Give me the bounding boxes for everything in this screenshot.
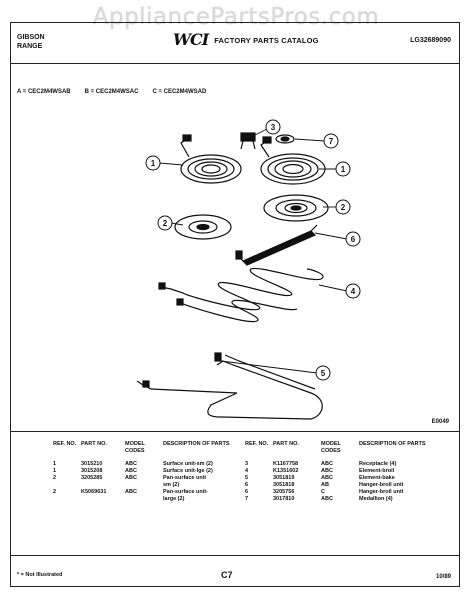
- table-row: [51, 496, 237, 503]
- part-no: 3205285: [81, 475, 103, 481]
- model-codes: ABC: [125, 468, 137, 474]
- ref-no: 4: [245, 468, 249, 474]
- ref-no: [51, 482, 79, 489]
- brand-line-1: GIBSON: [17, 34, 45, 41]
- model-codes: ABC: [125, 475, 137, 481]
- footer-note: * = Not Illustrated: [17, 572, 63, 578]
- element-broil: [159, 268, 323, 321]
- callout-text-1-left: 1: [150, 159, 156, 168]
- header-divider: [11, 63, 459, 64]
- pan-surface-unit-large: [264, 195, 328, 221]
- ref-no: 1: [53, 468, 57, 474]
- part-no: 3015208: [81, 468, 103, 474]
- receptacle: [241, 133, 255, 149]
- col-ref-no: REF. NO.: [245, 441, 269, 447]
- pan-surface-unit-small: [175, 215, 231, 239]
- model-codes: [123, 482, 161, 489]
- ref-no: 1: [53, 461, 57, 467]
- description: Receptacle (4): [359, 461, 397, 467]
- page-number: C7: [221, 570, 233, 580]
- description: Pan-surface unit-: [163, 489, 208, 495]
- table-row: [243, 489, 431, 496]
- table-row: [51, 482, 237, 489]
- col-part-no: PART NO.: [273, 441, 299, 447]
- description: Pan-surface unit: [163, 475, 207, 481]
- callout-text-7: 7: [328, 137, 334, 146]
- description: Element-broil: [359, 468, 395, 474]
- parts-catalog-page: [10, 22, 460, 587]
- catalog-number: LG32689090: [410, 37, 451, 44]
- description: Medallion (4): [359, 496, 393, 502]
- catalog-header: [171, 30, 319, 49]
- col-model-codes: MODEL CODES: [125, 441, 145, 454]
- callout-text-2-right: 2: [340, 203, 346, 212]
- parts-table-right: [243, 441, 431, 503]
- brand-line-2: RANGE: [17, 43, 43, 50]
- model-b: B = CEC2M4WSAC: [84, 89, 139, 95]
- catalog-title: FACTORY PARTS CATALOG: [214, 35, 319, 45]
- table-row: [51, 468, 237, 475]
- exploded-parts-diagram: [11, 93, 461, 433]
- description: Surface unit-lge (2): [163, 468, 213, 474]
- col-part-no: PART NO.: [81, 441, 107, 447]
- ref-no: 2: [53, 489, 57, 495]
- model-codes: ABC: [321, 468, 333, 474]
- part-no: K1351602: [273, 468, 299, 474]
- col-description: DESCRIPTION OF PARTS: [163, 441, 230, 447]
- part-no: 3051818: [273, 482, 295, 488]
- hanger-broil-unit: [236, 225, 317, 265]
- part-no: 3015210: [81, 461, 103, 467]
- model-codes: ABC: [321, 496, 333, 502]
- model-codes: ABC: [321, 461, 333, 467]
- watermark: AppliancePartsPros.com: [92, 4, 380, 30]
- table-row: [243, 475, 431, 482]
- catalog-date: 10/89: [435, 574, 451, 580]
- model-codes: C: [321, 489, 325, 495]
- col-description: DESCRIPTION OF PARTS: [359, 441, 426, 447]
- table-row: [51, 461, 237, 468]
- model-a: A = CEC2M4WSAB: [17, 89, 71, 95]
- part-no: [79, 482, 123, 489]
- description: Surface unit-sm (2): [163, 461, 213, 467]
- table-row: [51, 489, 237, 496]
- part-no: 3205756: [273, 489, 295, 495]
- part-no: K5069631: [81, 489, 107, 495]
- table-row: [243, 468, 431, 475]
- col-ref-no: REF. NO.: [53, 441, 77, 447]
- ref-no: [51, 496, 79, 503]
- model-codes: ABC: [125, 489, 137, 495]
- model-codes: AB: [321, 482, 329, 488]
- model-c: C = CEC2M4WSAD: [152, 89, 207, 95]
- ref-no: 7: [245, 496, 249, 502]
- ref-no: 5: [245, 475, 249, 481]
- brand-block: [17, 33, 45, 51]
- callout-text-2-left: 2: [162, 219, 168, 228]
- table-header-row: [243, 441, 431, 461]
- ref-no: 6: [245, 489, 249, 495]
- description: Hanger-broil unit: [359, 489, 404, 495]
- description: large (2): [163, 496, 185, 502]
- ref-no: 6: [245, 482, 249, 488]
- description: Hanger-broil unit: [359, 482, 404, 488]
- medallion: [276, 135, 294, 143]
- callout-text-4: 4: [350, 287, 356, 296]
- part-no: [79, 496, 123, 503]
- model-codes: [123, 496, 161, 503]
- diagram-code: E0049: [431, 419, 449, 425]
- part-no: 3051819: [273, 475, 295, 481]
- callout-text-6: 6: [350, 235, 356, 244]
- surface-unit-large: [261, 137, 325, 184]
- callout-text-1-right: 1: [340, 165, 346, 174]
- surface-unit-small: [181, 135, 241, 183]
- model-codes: ABC: [321, 475, 333, 481]
- col-model-codes: MODEL CODES: [321, 441, 341, 454]
- parts-table-left: [51, 441, 237, 503]
- ref-no: 3: [245, 461, 249, 467]
- wci-logo: WCI: [173, 30, 209, 49]
- table-row: [243, 496, 431, 503]
- table-top-rule: [11, 431, 459, 432]
- part-no: K1167758: [273, 461, 299, 467]
- description: Element-bake: [359, 475, 395, 481]
- element-bake: [137, 353, 322, 419]
- part-no: 3017810: [273, 496, 295, 502]
- footer-rule: [11, 555, 459, 556]
- model-codes: ABC: [125, 461, 137, 467]
- table-header-row: [51, 441, 237, 461]
- table-row: [243, 461, 431, 468]
- table-row: [243, 482, 431, 489]
- callout-text-3: 3: [270, 123, 276, 132]
- ref-no: 2: [53, 475, 57, 481]
- callout-text-5: 5: [320, 369, 326, 378]
- table-row: [51, 475, 237, 482]
- description: sm (2): [163, 482, 180, 488]
